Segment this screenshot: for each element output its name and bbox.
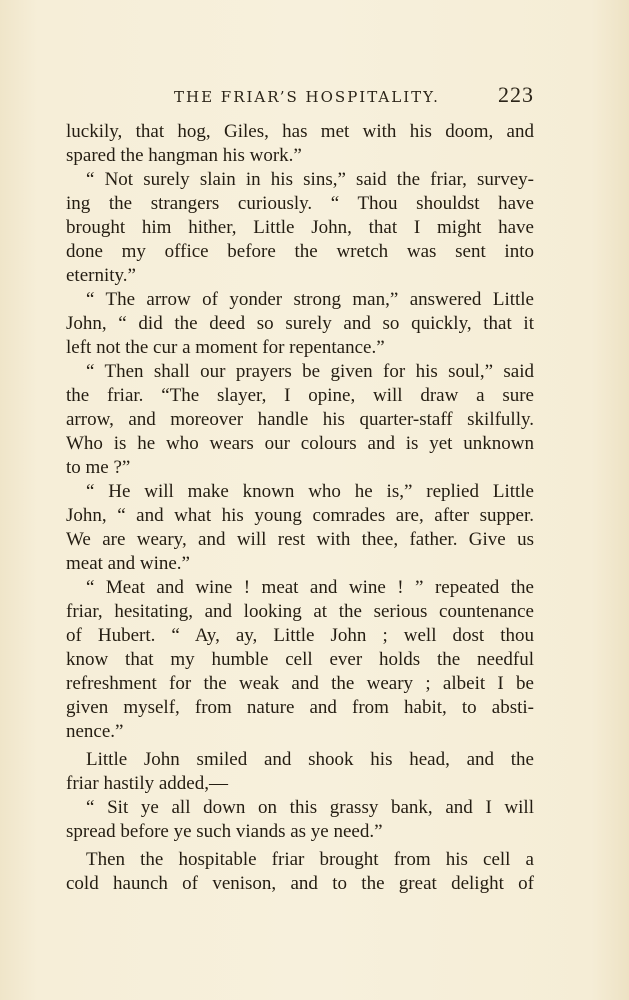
text-line: spared the hangman his work.” — [66, 145, 302, 166]
page-number: 223 — [498, 82, 534, 107]
text-line: given myself, from nature and from habit, to absti- — [66, 697, 534, 718]
text-line: eternity.” — [66, 265, 136, 286]
text-line: cold haunch of venison, and to the great delight of — [66, 873, 534, 894]
text-line: “ Then shall our prayers be given for his soul,” said — [86, 361, 534, 382]
text-line: Then the hospitable friar brought from his cell a — [86, 849, 534, 870]
text-line: “ The arrow of yonder strong man,” answered Little — [86, 289, 534, 310]
text-line: arrow, and moreover handle his quarter-staff skilfully. — [66, 409, 534, 430]
text-line: friar hastily added,— — [66, 773, 228, 794]
text-line: luckily, that hog, Giles, has met with his doom, and — [66, 121, 534, 142]
text-line: “ Sit ye all down on this grassy bank, and I will — [86, 797, 534, 818]
body-text — [66, 120, 534, 896]
text-line: We are weary, and will rest with thee, father. Give us — [66, 529, 534, 550]
text-line: ing the strangers curiously. “ Thou shouldst have — [66, 193, 534, 214]
text-line: spread before ye such viands as ye need.” — [66, 821, 383, 842]
text-line: to me ?” — [66, 457, 131, 478]
text-line: the friar. “The slayer, I opine, will draw a sure — [66, 385, 534, 406]
text-line: brought him hither, Little John, that I might have — [66, 217, 534, 238]
text-line: John, “ did the deed so surely and so quickly, that it — [66, 313, 534, 334]
text-line: friar, hesitating, and looking at the serious countenance — [66, 601, 534, 622]
text-line: nence.” — [66, 721, 124, 742]
text-line: John, “ and what his young comrades are, after supper. — [66, 505, 534, 526]
text-line: “ He will make known who he is,” replied Little — [86, 481, 534, 502]
text-line: “ Not surely slain in his sins,” said the friar, survey- — [86, 169, 534, 190]
text-line: Who is he who wears our colours and is yet unknown — [66, 433, 534, 454]
text-line: left not the cur a moment for repentance.” — [66, 337, 385, 358]
running-title: THE FRIAR’S HOSPITALITY. — [174, 88, 440, 106]
text-line: Little John smiled and shook his head, and the — [86, 749, 534, 770]
text-line: meat and wine.” — [66, 553, 190, 574]
text-line: refreshment for the weak and the weary ; albeit I be — [66, 673, 534, 694]
text-line: of Hubert. “ Ay, ay, Little John ; well dost thou — [66, 625, 534, 646]
text-line: know that my humble cell ever holds the needful — [66, 649, 534, 670]
page-header — [66, 82, 534, 112]
text-line: done my office before the wretch was sent into — [66, 241, 534, 262]
text-line: “ Meat and wine ! meat and wine ! ” repeated the — [86, 577, 534, 598]
